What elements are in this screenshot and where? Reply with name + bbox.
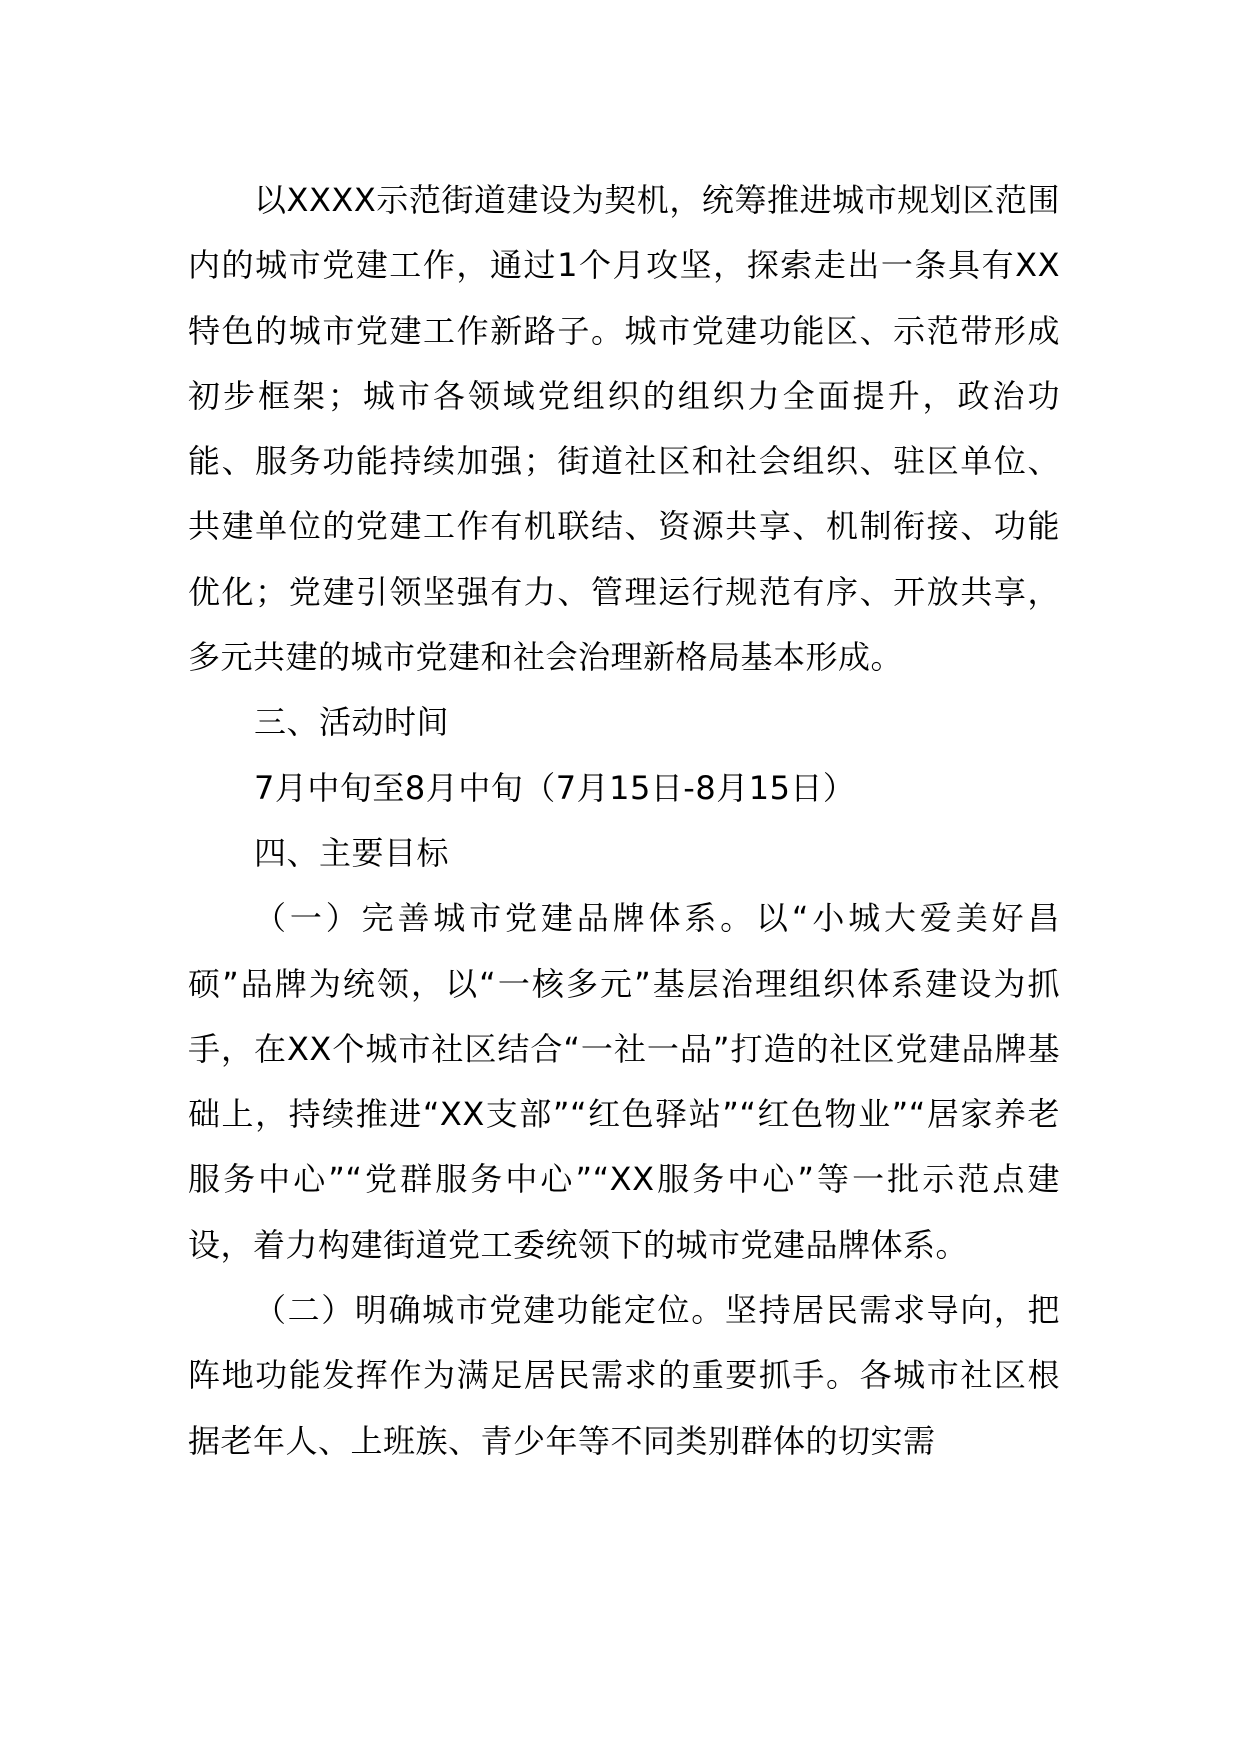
paragraph-goal-2: （二）明确城市党建功能定位。坚持居民需求导向，把阵地功能发挥作为满足居民需求的重要抓手。各城市社区根据老年人、上班族、青少年等不同类别群体的切实需 [188, 1291, 1060, 1460]
section-heading-activity-time: 三、活动时间 [254, 703, 450, 742]
paragraph-goal-summary: 以XXXX示范街道建设为契机，统筹推进城市规划区范围内的城市党建工作，通过1个月攻坚，探索走出一条具有XX特色的城市党建工作新路子。城市党建功能区、示范带形成初步框架；城市各领域党组织的组织力全面提升，政治功能、服务功能持续加强；街道社区和社会组织、驻区单位、共建单位的党建工作有机联结、资源共享、机制衔接、功能优化；党建引领坚强有力、管理运行规范有序、开放共享，多元共建的城市党建和社会治理新格局基本形成。 [188, 181, 1060, 677]
document-body [188, 168, 1060, 1474]
paragraph-activity-time: 7月中旬至8月中旬（7月15日-8月15日） [254, 768, 856, 807]
paragraph-goal-1: （一）完善城市党建品牌体系。以“小城大爱美好昌硕”品牌为统领，以“一核多元”基层治理组织体系建设为抓手，在XX个城市社区结合“一社一品”打造的社区党建品牌基础上，持续推进“XX支部”“红色驿站”“红色物业”“居家养老服务中心”“党群服务中心”“XX服务中心”等一批示范点建设，着力构建街道党工委统领下的城市党建品牌体系。 [188, 899, 1060, 1264]
section-heading-main-goals: 四、主要目标 [254, 833, 450, 872]
